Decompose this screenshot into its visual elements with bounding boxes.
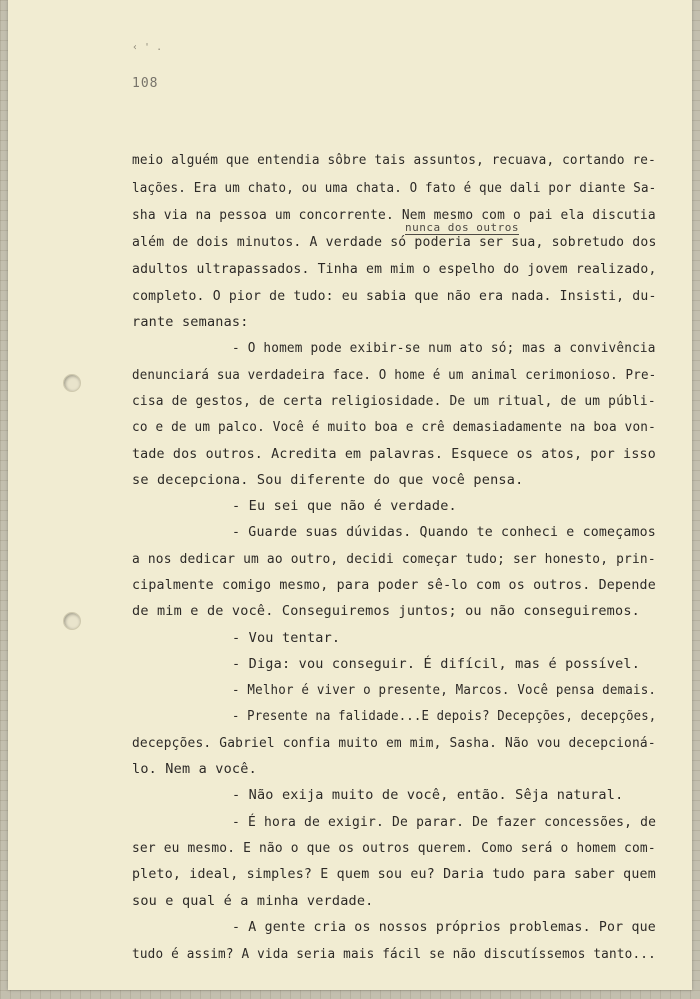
text-line: - Diga: vou conseguir. É difícil, mas é possível. bbox=[232, 656, 641, 672]
text-line: ser eu mesmo. E não o que os outros querem. Como será o homem com- bbox=[132, 840, 656, 856]
text-line: - Vou tentar. bbox=[232, 630, 341, 646]
text-line: se decepciona. Sou diferente do que você pensa. bbox=[132, 472, 524, 488]
text-line: - Presente na falidade...E depois? Decepções, decepções, bbox=[232, 708, 657, 724]
text-line: co e de um palco. Você é muito boa e crê demasiadamente na boa von- bbox=[132, 419, 656, 435]
text-line: - Melhor é viver o presente, Marcos. Você pensa demais. bbox=[232, 682, 657, 698]
text-line: - Não exija muito de você, então. Sêja natural. bbox=[232, 787, 624, 803]
text-line: - É hora de exigir. De parar. De fazer concessões, de bbox=[232, 814, 657, 830]
text-line: meio alguém que entendia sôbre tais assuntos, recuava, cortando re- bbox=[132, 152, 656, 168]
text-line: lo. Nem a você. bbox=[132, 761, 257, 777]
text-line: tudo é assim? A vida seria mais fácil se não discutíssemos tanto... bbox=[132, 946, 656, 962]
text-line: de mim e de você. Conseguiremos juntos; ou não conseguiremos. bbox=[132, 603, 640, 619]
typewritten-page bbox=[8, 0, 692, 990]
text-line: - O homem pode exibir-se num ato só; mas a convivência bbox=[232, 340, 656, 356]
text-line: sha via na pessoa um concorrente. Nem mesmo com o pai ela discutia bbox=[132, 207, 656, 223]
page-number: 108 bbox=[132, 76, 159, 91]
text-line: tade dos outros. Acredita em palavras. Esquece os atos, por isso bbox=[132, 446, 656, 462]
text-line: cipalmente comigo mesmo, para poder sê-lo com os outros. Depende bbox=[132, 577, 656, 593]
corner-mark: ‹ ' . bbox=[132, 42, 163, 53]
text-line: pleto, ideal, simples? E quem sou eu? Daria tudo para saber quem bbox=[132, 866, 656, 882]
text-line: denunciará sua verdadeira face. O home é um animal cerimonioso. Pre- bbox=[132, 367, 657, 383]
text-line: lações. Era um chato, ou uma chata. O fato é que dali por diante Sa- bbox=[132, 180, 657, 196]
text-line: decepções. Gabriel confia muito em mim, Sasha. Não vou decepcioná- bbox=[132, 735, 656, 751]
punch-hole-bottom bbox=[63, 612, 81, 630]
text-line: - Eu sei que não é verdade. bbox=[232, 498, 457, 514]
text-line: - A gente cria os nossos próprios problemas. Por que bbox=[232, 919, 656, 935]
text-line: completo. O pior de tudo: eu sabia que não era nada. Insisti, du- bbox=[132, 288, 657, 304]
text-line: adultos ultrapassados. Tinha em mim o espelho do jovem realizado, bbox=[132, 261, 657, 277]
handwritten-insertion: nunca dos outros bbox=[405, 221, 519, 234]
punch-hole-top bbox=[63, 374, 81, 392]
text-line: rante semanas: bbox=[132, 314, 249, 330]
text-line: cisa de gestos, de certa religiosidade. De um ritual, de um públi- bbox=[132, 393, 656, 409]
text-line: sou e qual é a minha verdade. bbox=[132, 893, 374, 909]
text-line: - Guarde suas dúvidas. Quando te conheci e começamos bbox=[232, 524, 656, 540]
text-line: além de dois minutos. A verdade só poderia ser sua, sobretudo dos bbox=[132, 234, 657, 250]
text-line: a nos dedicar um ao outro, decidi começar tudo; ser honesto, prin- bbox=[132, 551, 656, 567]
